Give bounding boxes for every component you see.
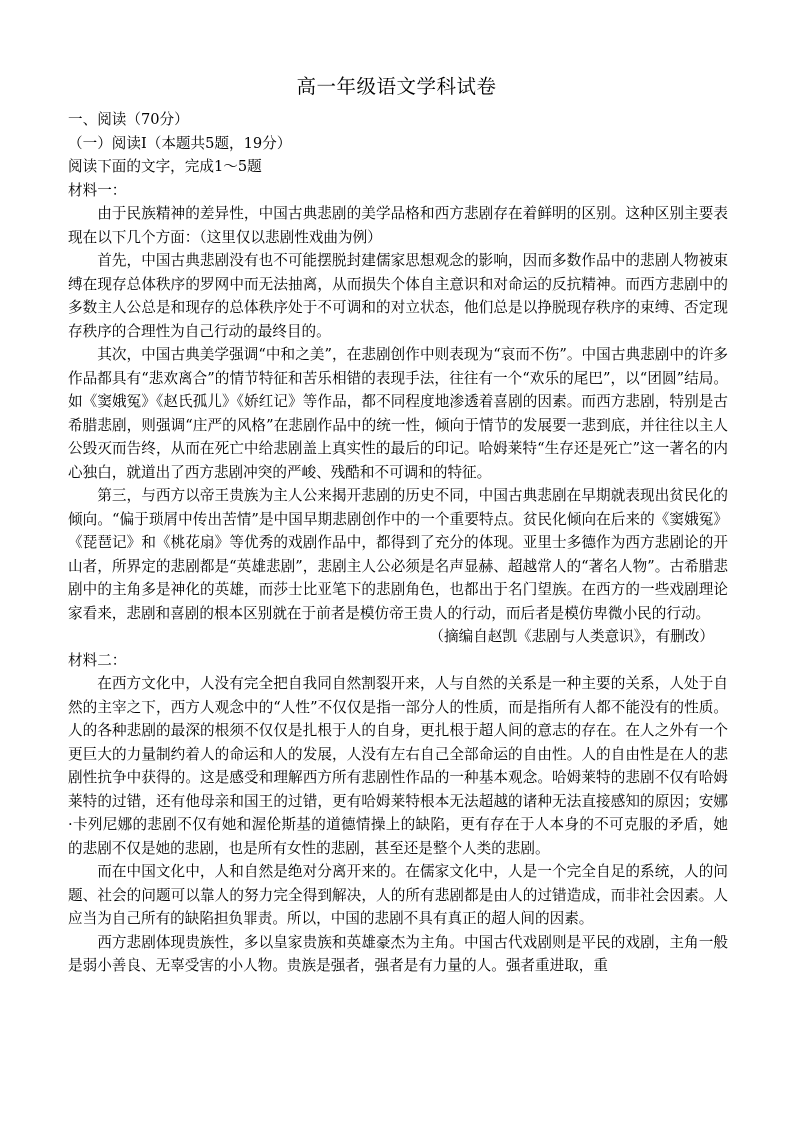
material-one-paragraph: 第三，与西方以帝王贵族为主人公来揭开悲剧的历史不同，中国古典悲剧在早期就表现出贫民化的倾向。“偏于琐屑中传出苦情”是中国早期悲剧创作中的一个重要特点。贫民化倾向在后来的《窦娥冤》《琵琶记》和《桃花扇》等优秀的戏剧作品中，都得到了充分的体现。亚里士多德作为西方悲剧论的开山者，所界定的悲剧都是“英雄悲剧”，悲剧主人公必须是名声显赫、超越常人的“著名人物”。古希腊悲剧中的主角多是神化的英雄，而莎士比亚笔下的悲剧角色，也都出于名门望族。在西方的一些戏剧理论家看来，悲剧和喜剧的根本区别就在于前者是模仿帝王贵人的行动，而后者是模仿卑微小民的行动。 <box>68 487 728 622</box>
material-two-paragraph: 西方悲剧体现贵族性，多以皇家贵族和英雄豪杰为主角。中国古代戏剧则是平民的戏剧，主角一般是弱小善良、无辜受害的小人物。贵族是强者，强者是有力量的人。强者重进取，重 <box>68 933 728 974</box>
material-one-source: （摘编自赵凯《悲剧与人类意识》，有删改） <box>429 628 714 645</box>
material-two-label: 材料二： <box>68 651 127 669</box>
material-one-paragraph: 由于民族精神的差异性，中国古典悲剧的美学品格和西方悲剧存在着鲜明的区别。这种区别主要表现在以下几个方面：（这里仅以悲剧性戏曲为例） <box>68 205 728 246</box>
reading-instruction: 阅读下面的文字，完成1～5题 <box>68 158 262 175</box>
material-two-paragraph: 在西方文化中，人没有完全把自我同自然割裂开来，人与自然的关系是一种主要的关系，人处于自然的主宰之下，西方人观念中的“人性”不仅仅是指一部分人的性质，而是指所有人都不能没有的性质。人的各种悲剧的最深的根须不仅仅是扎根于人的自身，更扎根于超人间的意志的存在。在人之外有一个更巨大的力量制约着人的命运和人的发展，人没有左右自己全部命运的自由性。人的自由性是在人的悲剧性抗争中获得的。这是感受和理解西方所有悲剧性作品的一种基本观念。哈姆莱特的悲剧不仅有哈姆莱特的过错，还有他母亲和国王的过错，更有哈姆莱特根本无法超越的诸种无法直接感知的原因；安娜·卡列尼娜的悲剧不仅有她和渥伦斯基的道德情操上的缺陷，更有存在于人本身的不可克服的矛盾，她的悲剧不仅是她的悲剧，也是所有女性的悲剧，甚至还是整个人类的悲剧。 <box>68 675 728 857</box>
material-one-paragraph: 首先，中国古典悲剧没有也不可能摆脱封建儒家思想观念的影响，因而多数作品中的悲剧人物被束缚在现存总体秩序的罗网中而无法抽离，从而损失个体自主意识和对命运的反抗精神。而西方悲剧中的多数主人公总是和现存的总体秩序处于不可调和的对立状态，他们总是以挣脱现存秩序的束缚、否定现存秩序的合理性为自己行动的最终目的。 <box>68 252 728 340</box>
material-one-label: 材料一： <box>68 181 127 199</box>
material-two-paragraph: 而在中国文化中，人和自然是绝对分离开来的。在儒家文化中，人是一个完全自足的系统，人的问题、社会的问题可以靠人的努力完全得到解决，人的所有悲剧都是由人的过错造成，而非社会因素。人应当为自己所有的缺陷担负罪责。所以，中国的悲剧不具有真正的超人间的因素。 <box>68 863 728 927</box>
subsection-heading: （一）阅读Ⅰ（本题共5题，19分） <box>68 134 292 152</box>
document-body <box>68 108 728 978</box>
material-one-paragraph: 其次，中国古典美学强调“中和之美”，在悲剧创作中则表现为“哀而不伤”。中国古典悲剧中的许多作品都具有“悲欢离合”的情节特征和苦乐相错的表现手法，往往有一个“欢乐的尾巴”，以“团圆”结局。如《窦娥冤》《赵氏孤儿》《娇红记》等作品，都不同程度地渗透着喜剧的因素。而西方悲剧，特别是古希腊悲剧，则强调“庄严的风格”在悲剧作品中的统一性，倾向于情节的发展要一悲到底，并往往以主人公毁灭而告终，从而在死亡中给悲剧盖上真实性的最后的印记。哈姆莱特“生存还是死亡”这一著名的内心独白，就道出了西方悲剧冲突的严峻、残酷和不可调和的特征。 <box>68 346 728 481</box>
page-title: 高一年级语文学科试卷 <box>296 75 497 98</box>
section-heading: 一、阅读（70分） <box>68 111 189 128</box>
